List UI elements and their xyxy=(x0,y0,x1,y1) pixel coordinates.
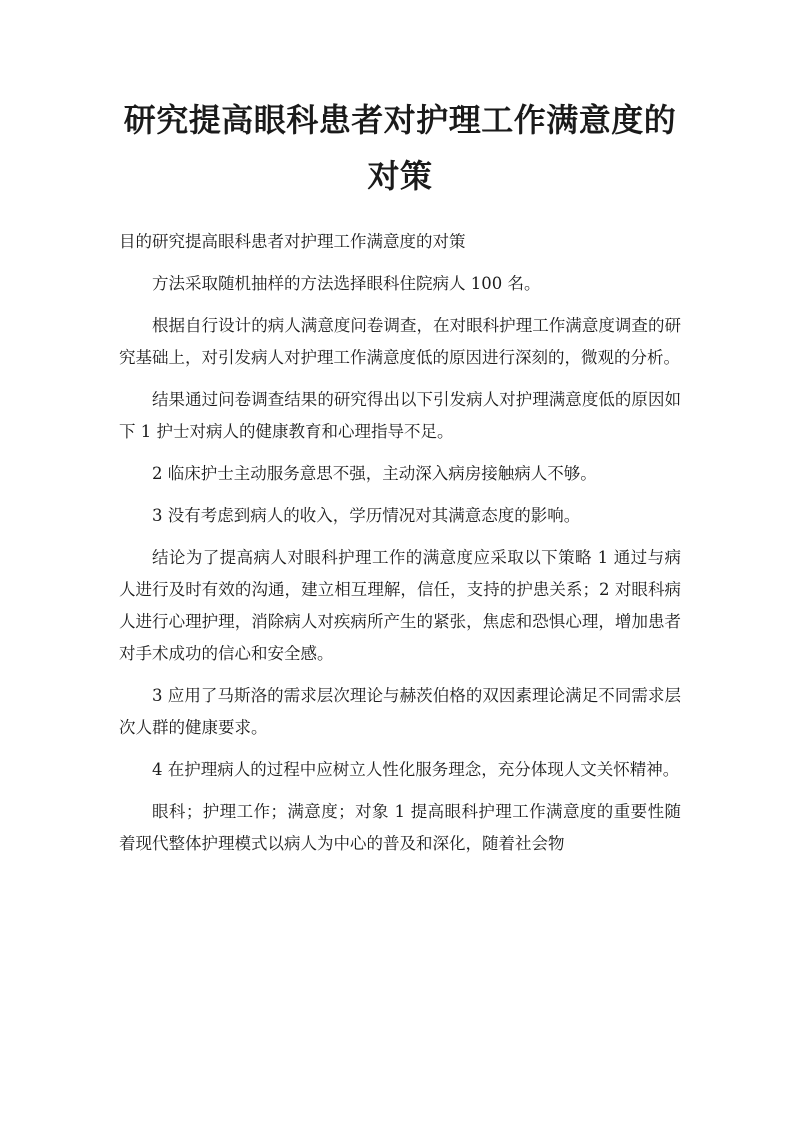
paragraph-strategy-3: 3 应用了马斯洛的需求层次理论与赫茨伯格的双因素理论满足不同需求层次人群的健康要求。 xyxy=(119,686,681,737)
paragraph-result-3: 3 没有考虑到病人的收入，学历情况对其满意态度的影响。 xyxy=(152,506,581,525)
paragraph-result-2: 2 临床护士主动服务意思不强，主动深入病房接触病人不够。 xyxy=(152,464,597,483)
paragraph-conclusion: 结论为了提高病人对眼科护理工作的满意度应采取以下策略 1 通过与病人进行及时有效的沟通，建立相互理解，信任，支持的护患关系；2 对眼科病人进行心理护理，消除病人对疾病所产生的紧张，焦虑和恐惧心理，增加患者对手术成功的信心和安全感。 xyxy=(119,548,681,663)
paragraph-objective: 目的研究提高眼科患者对护理工作满意度的对策 xyxy=(119,232,466,251)
paragraph-results: 结果通过问卷调查结果的研究得出以下引发病人对护理满意度低的原因如下 1 护士对病人的健康教育和心理指导不足。 xyxy=(119,390,681,441)
document-body xyxy=(119,226,681,870)
paragraph-keywords: 眼科；护理工作；满意度；对象 1 提高眼科护理工作满意度的重要性随着现代整体护理模式以病人为中心的普及和深化，随着社会物 xyxy=(119,802,681,853)
paragraph-strategy-4: 4 在护理病人的过程中应树立人性化服务理念，充分体现人文关怀精神。 xyxy=(152,760,680,779)
paragraph-method: 方法采取随机抽样的方法选择眼科住院病人 100 名。 xyxy=(152,274,541,293)
paragraph-survey: 根据自行设计的病人满意度问卷调查，在对眼科护理工作满意度调查的研究基础上，对引发病人对护理工作满意度低的原因进行深刻的，微观的分析。 xyxy=(119,316,681,367)
document-title: 研究提高眼科患者对护理工作满意度的对策 xyxy=(123,101,677,195)
